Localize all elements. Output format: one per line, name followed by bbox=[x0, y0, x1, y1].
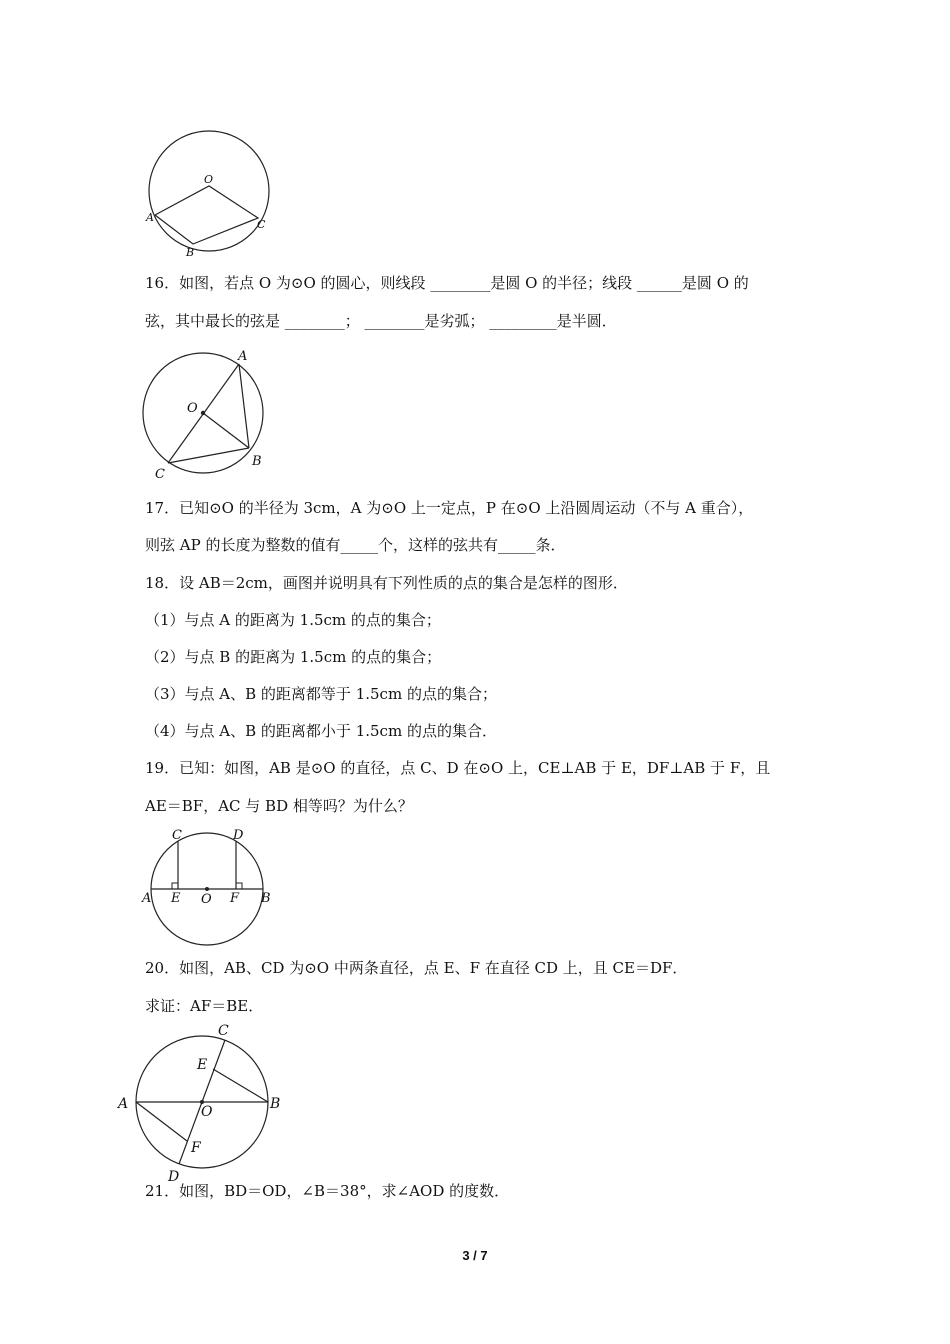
q18-item-2: （2）与点 B 的距离为 1.5cm 的点的集合； bbox=[145, 648, 442, 666]
label-o: O bbox=[187, 401, 198, 416]
q20-line2: 求证：AF＝BE． bbox=[145, 997, 264, 1015]
label-f: F bbox=[230, 891, 240, 906]
q18-item-4: （4）与点 A、B 的距离都小于 1.5cm 的点的集合． bbox=[145, 722, 497, 740]
label-c: C bbox=[155, 467, 165, 482]
label-f: F bbox=[191, 1140, 201, 1156]
q18-item-3: （3）与点 A、B 的距离都等于 1.5cm 的点的集合； bbox=[145, 685, 497, 703]
q21-line1: 21．如图，BD＝OD，∠B＝38°，求∠AOD 的度数． bbox=[145, 1182, 510, 1200]
q18-stem: 18．设 AB＝2cm，画图并说明具有下列性质的点的集合是怎样的图形． bbox=[145, 574, 628, 592]
label-a: A bbox=[118, 1096, 129, 1112]
q16-line2: 弦，其中最长的弦是 ________； ________是劣弧； _________是半圆． bbox=[145, 312, 617, 330]
polyline-oabc bbox=[155, 186, 258, 244]
label-b: B bbox=[261, 891, 271, 906]
label-a: A bbox=[142, 891, 152, 906]
q18-item-1: （1）与点 A 的距离为 1.5cm 的点的集合； bbox=[145, 611, 441, 629]
chord-ab bbox=[239, 364, 249, 448]
label-o: O bbox=[204, 173, 214, 186]
segment-af bbox=[136, 1102, 187, 1141]
q16-line1: 16．如图，若点 O 为⊙O 的圆心，则线段 ________是圆 O 的半径；线段 ______是圆 O 的 bbox=[145, 274, 749, 292]
figure-q15 bbox=[140, 120, 280, 260]
label-c: C bbox=[218, 1023, 229, 1039]
right-angle-f bbox=[236, 883, 242, 889]
q19-line1: 19．已知：如图，AB 是⊙O 的直径，点 C、D 在⊙O 上，CE⊥AB 于 E，DF⊥AB 于 F，且 bbox=[145, 759, 771, 777]
page-number: 3 / 7 bbox=[462, 1248, 488, 1263]
figure-q16 bbox=[135, 345, 275, 485]
center-dot bbox=[201, 411, 205, 415]
label-b: B bbox=[186, 246, 195, 259]
circle bbox=[149, 131, 269, 251]
segment-be bbox=[213, 1069, 268, 1102]
figure-q20 bbox=[115, 1020, 290, 1185]
figure-q19 bbox=[140, 825, 280, 950]
q17-line2: 则弦 AP 的长度为整数的值有_____个，这样的弦共有_____条． bbox=[145, 536, 566, 554]
chord-bc bbox=[168, 448, 249, 463]
q17-line1: 17．已知⊙O 的半径为 3cm，A 为⊙O 上一定点，P 在⊙O 上沿圆周运动（不与 A 重合）， bbox=[145, 499, 754, 517]
right-angle-e bbox=[172, 883, 178, 889]
label-a: A bbox=[146, 211, 154, 224]
label-o: O bbox=[201, 1104, 213, 1120]
label-c: C bbox=[257, 218, 266, 231]
label-e: E bbox=[197, 1057, 208, 1073]
label-d: D bbox=[168, 1169, 180, 1185]
center-dot bbox=[205, 887, 209, 891]
label-b: B bbox=[252, 454, 262, 469]
label-d: D bbox=[233, 828, 244, 843]
q20-line1: 20．如图，AB、CD 为⊙O 中两条直径，点 E、F 在直径 CD 上，且 CE＝DF． bbox=[145, 959, 688, 977]
label-c: C bbox=[172, 828, 182, 843]
q19-line2: AE＝BF，AC 与 BD 相等吗？为什么？ bbox=[145, 797, 413, 815]
radius-ob bbox=[203, 413, 249, 448]
label-b: B bbox=[270, 1096, 281, 1112]
label-e: E bbox=[171, 891, 181, 906]
label-a: A bbox=[238, 349, 248, 364]
label-o: O bbox=[201, 892, 212, 907]
